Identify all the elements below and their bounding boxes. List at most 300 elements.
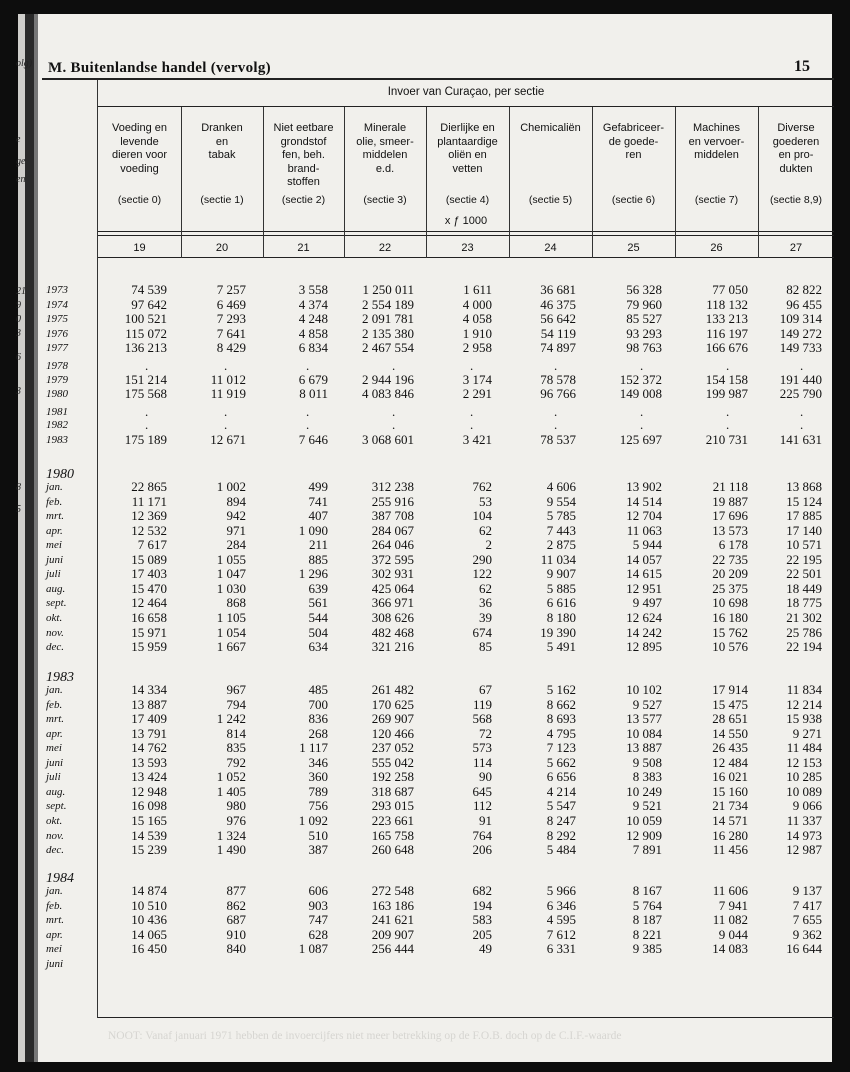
table-cell: 18 775 [786, 595, 822, 610]
table-cell: 1 324 [216, 828, 246, 843]
row-label: okt. [46, 815, 63, 827]
table-cell: 62 [479, 523, 492, 538]
table-cell: 261 482 [371, 682, 414, 697]
table-cell: 15 165 [131, 813, 167, 828]
row-label: dec. [46, 844, 65, 856]
table-cell: 225 790 [779, 386, 822, 401]
table-cell: 1 117 [299, 740, 328, 755]
table-cell: 741 [308, 494, 328, 509]
table-cell: 1 087 [298, 941, 328, 956]
table-cell: 7 641 [216, 326, 246, 341]
table-cell: 16 280 [712, 828, 748, 843]
row-label: 1980 [46, 388, 68, 400]
table-cell: 6 331 [546, 941, 576, 956]
table-cell: 36 681 [540, 282, 576, 297]
row-label: mei [46, 539, 62, 551]
table-cell: 2 291 [462, 386, 492, 401]
table-cell: 141 631 [779, 432, 822, 447]
row-label: 1973 [46, 284, 68, 296]
table-cell: . [726, 404, 730, 419]
table-cell: 9 044 [718, 927, 748, 942]
table-cell: 6 679 [298, 372, 328, 387]
table-cell: 194 [472, 898, 492, 913]
row-label: 1975 [46, 313, 68, 325]
table-cell: 46 375 [540, 297, 576, 312]
table-cell: 8 693 [546, 711, 576, 726]
table-cell: 7 612 [546, 927, 576, 942]
row-label: okt. [46, 612, 63, 624]
margin-fragment: 8 [16, 482, 21, 493]
table-cell: 11 919 [210, 386, 246, 401]
table-cell: 22 195 [786, 552, 822, 567]
table-cell: 14 065 [131, 927, 167, 942]
table-cell: 687 [226, 912, 246, 927]
table-cell: 15 160 [712, 784, 748, 799]
row-label: nov. [46, 830, 64, 842]
table-cell: 7 293 [216, 311, 246, 326]
table-cell: 885 [308, 552, 328, 567]
table-cell: 74 539 [131, 282, 167, 297]
table-cell: 2 [485, 537, 492, 552]
table-cell: 5 662 [546, 755, 576, 770]
table-cell: 967 [226, 682, 246, 697]
table-cell: 8 180 [546, 610, 576, 625]
table-cell: 15 089 [131, 552, 167, 567]
row-label: feb. [46, 900, 63, 912]
table-cell: 284 067 [371, 523, 414, 538]
table-cell: . [145, 404, 149, 419]
table-cell: . [470, 417, 474, 432]
table-cell: 96 455 [786, 297, 822, 312]
table-cell: 561 [308, 595, 328, 610]
row-label: jan. [46, 684, 63, 696]
adjacent-page-strip [18, 14, 25, 1062]
table-cell: 1 090 [298, 523, 328, 538]
table-cell: 9 554 [546, 494, 576, 509]
column-sectie-25: (sectie 6) [611, 194, 656, 206]
table-cell: 284 [226, 537, 246, 552]
row-label: 1974 [46, 299, 68, 311]
row-label: sept. [46, 800, 67, 812]
table-cell: 645 [472, 784, 492, 799]
table-cell: 26 435 [712, 740, 748, 755]
table-cell: . [392, 358, 396, 373]
table-cell: 17 140 [786, 523, 822, 538]
row-label: 1976 [46, 328, 68, 340]
table-cell: 17 403 [131, 566, 167, 581]
table-cell: 482 468 [371, 625, 414, 640]
table-cell: 2 944 196 [362, 372, 414, 387]
table-cell: 170 625 [371, 697, 414, 712]
table-cell: 674 [472, 625, 492, 640]
table-cell: 17 885 [786, 508, 822, 523]
table-cell: 971 [226, 523, 246, 538]
table-cell: 12 532 [131, 523, 167, 538]
table-cell: 1 250 011 [362, 282, 414, 297]
table-cell: 15 762 [712, 625, 748, 640]
table-cell: 12 464 [131, 595, 167, 610]
row-label: feb. [46, 496, 63, 508]
table-cell: . [554, 404, 558, 419]
table-cell: 555 042 [371, 755, 414, 770]
table-cell: 13 593 [131, 755, 167, 770]
table-cell: 10 436 [131, 912, 167, 927]
table-cell: 1 667 [216, 639, 246, 654]
table-cell: 223 661 [371, 813, 414, 828]
table-cell: 54 119 [540, 326, 576, 341]
table-cell: 96 766 [540, 386, 576, 401]
table-cell: 1 047 [216, 566, 246, 581]
table-cell: 12 948 [131, 784, 167, 799]
table-cell: 14 057 [626, 552, 662, 567]
table-cell: 14 514 [626, 494, 662, 509]
table-cell: 91 [479, 813, 492, 828]
column-number-19: 19 [133, 242, 146, 254]
table-cell: 14 550 [712, 726, 748, 741]
row-label: juni [46, 958, 64, 970]
table-cell: . [726, 358, 730, 373]
column-sectie-23: (sectie 4) [445, 194, 490, 206]
table-cell: 3 558 [298, 282, 328, 297]
table-cell: 15 475 [712, 697, 748, 712]
column-sectie-24: (sectie 5) [528, 194, 573, 206]
table-cell: 199 987 [705, 386, 748, 401]
table-cell: . [554, 358, 558, 373]
row-label: apr. [46, 525, 63, 537]
table-cell: 1 054 [216, 625, 246, 640]
table-cell: . [640, 358, 644, 373]
table-cell: 10 698 [712, 595, 748, 610]
column-header-25: Gefabriceer- de goede- ren [602, 122, 665, 161]
table-cell: 4 058 [462, 311, 492, 326]
table-cell: 260 648 [371, 842, 414, 857]
column-sectie-21: (sectie 2) [281, 194, 326, 206]
table-cell: 6 834 [298, 340, 328, 355]
row-label: mrt. [46, 713, 65, 725]
table-cell: 114 [472, 755, 492, 770]
table-cell: 312 238 [371, 479, 414, 494]
row-label: jan. [46, 885, 63, 897]
row-label: 1978 [46, 360, 68, 372]
table-cell: 910 [226, 927, 246, 942]
table-cell: 116 197 [706, 326, 748, 341]
table-cell: 22 865 [131, 479, 167, 494]
table-cell: 6 616 [546, 595, 576, 610]
table-cell: 387 708 [371, 508, 414, 523]
row-label: nov. [46, 627, 64, 639]
table-cell: 17 696 [712, 508, 748, 523]
table-cell: 268 [308, 726, 328, 741]
table-cell: 1 490 [216, 842, 246, 857]
table-cell: 903 [308, 898, 328, 913]
table-cell: 5 885 [546, 581, 576, 596]
table-cell: 120 466 [371, 726, 414, 741]
table-cell: 13 902 [626, 479, 662, 494]
table-cell: . [392, 404, 396, 419]
table-cell: 97 642 [131, 297, 167, 312]
margin-fragment: 0 [16, 314, 21, 325]
column-sectie-27: (sectie 8,9) [770, 194, 822, 206]
table-cell: 10 571 [786, 537, 822, 552]
column-header-20: Dranken en tabak [201, 122, 243, 161]
table-cell: . [392, 417, 396, 432]
table-cell: 9 527 [632, 697, 662, 712]
column-header-24: Chemicaliën [520, 122, 581, 134]
row-label: mei [46, 943, 62, 955]
table-cell: 8 187 [632, 912, 662, 927]
table-cell: 22 735 [712, 552, 748, 567]
table-cell: 18 449 [786, 581, 822, 596]
table-cell: 14 973 [786, 828, 822, 843]
table-cell: 90 [479, 769, 492, 784]
table-cell: . [145, 358, 149, 373]
table-cell: 11 171 [131, 494, 167, 509]
table-cell: 205 [472, 927, 492, 942]
table-cell: 12 624 [626, 610, 662, 625]
table-cell: 318 687 [371, 784, 414, 799]
column-number-26: 26 [710, 242, 723, 254]
table-cell: . [800, 417, 804, 432]
table-cell: 4 858 [298, 326, 328, 341]
table-cell: 9 271 [792, 726, 822, 741]
column-header-22: Minerale olie, smeer- middelen e.d. [356, 122, 414, 175]
table-cell: 12 671 [210, 432, 246, 447]
table-cell: 8 247 [546, 813, 576, 828]
table-cell: 149 733 [779, 340, 822, 355]
table-cell: 894 [226, 494, 246, 509]
table-cell: 7 417 [792, 898, 822, 913]
table-cell: 1 405 [216, 784, 246, 799]
table-cell: 19 390 [540, 625, 576, 640]
block-year-label: 1984 [46, 871, 74, 886]
table-cell: 573 [472, 740, 492, 755]
table-cell: 15 971 [131, 625, 167, 640]
table-cell: 2 091 781 [362, 311, 414, 326]
table-cell: 499 [308, 479, 328, 494]
column-number-25: 25 [627, 242, 640, 254]
table-cell: . [640, 404, 644, 419]
table-cell: 11 456 [712, 842, 748, 857]
table-cell: 255 916 [371, 494, 414, 509]
row-label: mei [46, 742, 62, 754]
row-label: apr. [46, 728, 63, 740]
table-cell: 510 [308, 828, 328, 843]
column-header-26: Machines en vervoer- middelen [688, 122, 745, 161]
table-cell: 28 651 [712, 711, 748, 726]
table-cell: 387 [308, 842, 328, 857]
table-cell: 151 214 [124, 372, 167, 387]
row-label: 1982 [46, 419, 68, 431]
table-cell: 115 072 [125, 326, 167, 341]
table-cell: 136 213 [124, 340, 167, 355]
table-cell: 425 064 [371, 581, 414, 596]
table-cell: 210 731 [705, 432, 748, 447]
table-cell: 1 611 [463, 282, 492, 297]
table-cell: 16 450 [131, 941, 167, 956]
table-cell: 1 030 [216, 581, 246, 596]
table-cell: 1 092 [298, 813, 328, 828]
table-cell: 11 082 [712, 912, 748, 927]
table-cell: 149 008 [619, 386, 662, 401]
table-cell: 256 444 [371, 941, 414, 956]
table-cell: 10 249 [626, 784, 662, 799]
table-cell: 20 209 [712, 566, 748, 581]
table-cell: 19 887 [712, 494, 748, 509]
table-cell: 12 214 [786, 697, 822, 712]
table-cell: 165 758 [371, 828, 414, 843]
table-cell: 5 944 [632, 537, 662, 552]
column-number-20: 20 [215, 242, 229, 254]
table-cell: 877 [226, 883, 246, 898]
table-cell: 372 595 [371, 552, 414, 567]
table-cell: 1 910 [462, 326, 492, 341]
table-cell: 293 015 [371, 798, 414, 813]
table-cell: 175 568 [124, 386, 167, 401]
table-cell: 17 914 [712, 682, 748, 697]
row-label: aug. [46, 583, 66, 595]
table-cell: 25 375 [712, 581, 748, 596]
column-header-27: Diverse goederen en pro- dukten [772, 122, 820, 175]
table-cell: 789 [308, 784, 328, 799]
table-cell: 14 571 [712, 813, 748, 828]
table-cell: . [306, 417, 310, 432]
table-cell: 366 971 [371, 595, 414, 610]
margin-fragment: 3 [16, 328, 21, 339]
table-cell: 1 296 [298, 566, 328, 581]
table-cell: 21 734 [712, 798, 748, 813]
table-cell: 8 221 [632, 927, 662, 942]
table-cell: 12 484 [712, 755, 748, 770]
table-cell: 942 [226, 508, 246, 523]
table-cell: 14 874 [131, 883, 167, 898]
table-cell: 53 [479, 494, 492, 509]
table-cell: 1 055 [216, 552, 246, 567]
table-cell: 93 293 [626, 326, 662, 341]
table-cell: 2 875 [546, 537, 576, 552]
table-cell: 9 385 [632, 941, 662, 956]
table-cell: 14 083 [712, 941, 748, 956]
table-cell: 7 257 [216, 282, 246, 297]
row-label: feb. [46, 699, 63, 711]
table-cell: 862 [226, 898, 246, 913]
margin-fragment: 5 [16, 504, 21, 515]
table-cell: . [306, 358, 310, 373]
table-cell: 25 786 [786, 625, 822, 640]
table-cell: 10 089 [786, 784, 822, 799]
table-cell: 4 214 [546, 784, 576, 799]
row-label: juli [46, 568, 61, 580]
table-cell: 209 907 [371, 927, 414, 942]
margin-fragment: 9 [16, 300, 21, 311]
table-cell: 11 606 [712, 883, 748, 898]
table-cell: 154 158 [705, 372, 748, 387]
table-cell: 4 374 [298, 297, 328, 312]
table-cell: 14 539 [131, 828, 167, 843]
table-cell: 10 285 [786, 769, 822, 784]
table-cell: 836 [308, 711, 328, 726]
table-cell: 5 484 [546, 842, 576, 857]
row-label: apr. [46, 929, 63, 941]
table-cell: 16 644 [786, 941, 822, 956]
table-cell: . [640, 417, 644, 432]
table-cell: 302 931 [371, 566, 414, 581]
table-cell: 36 [479, 595, 492, 610]
table-cell: 9 362 [792, 927, 822, 942]
table-cell: 13 887 [131, 697, 167, 712]
table-cell: 8 292 [546, 828, 576, 843]
table-cell: 5 966 [546, 883, 576, 898]
table-cell: 9 137 [792, 883, 822, 898]
table-cell: 17 409 [131, 711, 167, 726]
table-cell: 12 909 [626, 828, 662, 843]
table-cell: 82 822 [786, 282, 822, 297]
column-sectie-22: (sectie 3) [363, 194, 407, 206]
table-bottom-rule [98, 1017, 834, 1018]
margin-fragment: e [16, 134, 21, 145]
table-cell: 149 272 [779, 326, 822, 341]
table-cell: 12 704 [626, 508, 662, 523]
table-cell: 14 242 [626, 625, 662, 640]
table-cell: 7 655 [792, 912, 822, 927]
colnum-rule-bottom [98, 257, 834, 258]
table-cell: 13 887 [626, 740, 662, 755]
table-cell: 10 084 [626, 726, 662, 741]
table-cell: 166 676 [705, 340, 748, 355]
table-cell: 634 [308, 639, 328, 654]
column-number-21: 21 [297, 242, 310, 254]
table-cell: 13 791 [131, 726, 167, 741]
table-cell: 5 785 [546, 508, 576, 523]
table-cell: 835 [226, 740, 246, 755]
table-cell: 10 510 [131, 898, 167, 913]
table-cell: 112 [472, 798, 492, 813]
table-cell: 7 891 [632, 842, 662, 857]
table-cell: 11 834 [786, 682, 822, 697]
table-cell: 9 508 [632, 755, 662, 770]
table-cell: 976 [226, 813, 246, 828]
row-label: aug. [46, 786, 66, 798]
table-cell: 11 337 [786, 813, 822, 828]
table-cell: 269 907 [371, 711, 414, 726]
table-cell: 10 059 [626, 813, 662, 828]
table-cell: 321 216 [371, 639, 414, 654]
table-cell: 4 795 [546, 726, 576, 741]
table-cell: 15 938 [786, 711, 822, 726]
table-cell: 118 132 [706, 297, 748, 312]
table-cell: . [800, 404, 804, 419]
table-cell: 764 [472, 828, 492, 843]
table-cell: 191 440 [779, 372, 822, 387]
book-gutter-edge [34, 14, 38, 1062]
table-cell: 122 [472, 566, 492, 581]
table-cell: . [306, 404, 310, 419]
table-cell: 14 334 [131, 682, 167, 697]
column-header-21: Niet eetbare grondstof fen, beh. brand- stoffen [273, 122, 334, 188]
table-cell: 22 501 [786, 566, 822, 581]
table-cell: 7 617 [137, 537, 167, 552]
row-label: 1983 [46, 434, 68, 446]
column-number-23: 23 [461, 242, 474, 254]
table-cell: 85 527 [626, 311, 662, 326]
table-cell: 79 960 [626, 297, 662, 312]
column-number-27: 27 [789, 242, 803, 254]
table-cell: 1 052 [216, 769, 246, 784]
table-cell: 4 083 846 [362, 386, 414, 401]
table-cell: 747 [308, 912, 328, 927]
row-label: mrt. [46, 914, 65, 926]
table-cell: 67 [479, 682, 492, 697]
header-title-rule [98, 106, 834, 107]
